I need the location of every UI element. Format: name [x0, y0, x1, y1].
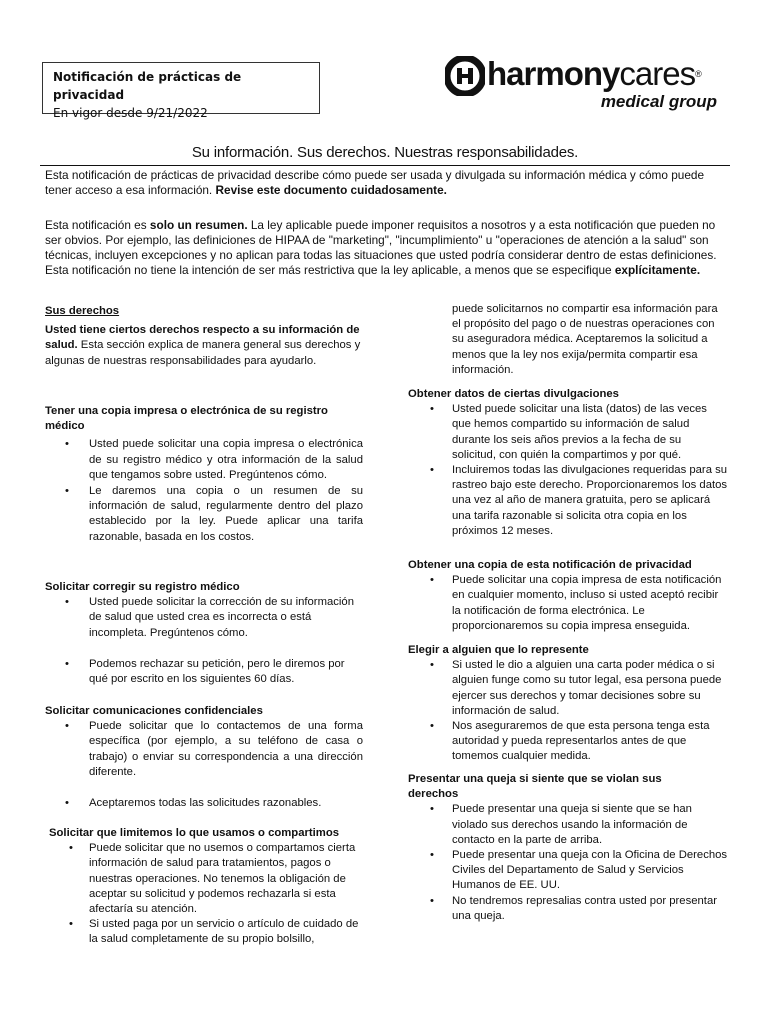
list-item: • Podemos rechazar su petición, pero le diremos por qué por escrito en los siguientes 60 días.	[45, 657, 363, 687]
complaint-heading: Presentar una queja si siente que se violan sus derechos	[408, 773, 662, 801]
intro-p1-bold: Revise este documento cuidadosamente.	[215, 183, 447, 197]
notice-copy-section	[408, 558, 728, 634]
effective-date: En vigor desde 9/21/2022	[53, 106, 208, 120]
disclosures-list	[408, 402, 728, 539]
intro-p2-b: La ley aplicable puede imponer requisitos a nosotros y a esta notificación que pueden no ser obvios. Por ejemplo, las definiciones de HIPAA de "marketing", "incumplimiento" u "operaciones de atención a la salud" son técnicas, incluyen excepciones y no aplican para todas las situaciones que usted podría considerar dentro de estas definiciones. Esta notificación no tiene la intención de ser más restrictiva que la ley aplicable, a menos que se especifique	[45, 218, 717, 277]
limit-heading: Solicitar que limitemos lo que usamos o compartimos	[49, 827, 340, 839]
rights-section	[45, 304, 363, 369]
intro-p2-a: Esta notificación es	[45, 218, 150, 232]
rights-intro	[45, 323, 363, 369]
logo-brand-bold: harmony	[487, 55, 620, 92]
harmonycares-logo	[445, 54, 725, 116]
list-item: • Usted puede solicitar la corrección de su información de salud que usted crea es incorrecta o está incompleta. Pregúntenos cómo.	[45, 595, 363, 641]
rights-text: Esta sección explica de manera general sus derechos y algunas de nuestras responsabilidades para ayudarlo.	[45, 339, 361, 367]
representative-heading: Elegir a alguien que lo represente	[408, 644, 589, 656]
copy-list	[45, 437, 363, 544]
rights-bold: Usted tiene ciertos derechos respecto a su información de salud.	[45, 324, 360, 352]
logo-trademark: ®	[695, 69, 701, 79]
disclosures-heading: Obtener datos de ciertas divulgaciones	[408, 388, 619, 400]
notice-header-box	[42, 62, 320, 120]
intro-p2-bold1: solo un resumen.	[149, 218, 248, 232]
representative-section	[408, 643, 728, 765]
list-item: • Nos aseguraremos de que esta persona tenga esta autoridad y pueda representarlos antes de que tomemos cualquier medida.	[408, 719, 728, 765]
list-item: • Le daremos una copia o un resumen de su información de salud, regularmente dentro del plazo establecido por la ley. Puede aplicar una tarifa razonable, basada en los costos.	[45, 484, 363, 545]
confidential-list	[45, 719, 363, 811]
notice-title: Notificación de prácticas de privacidad	[53, 70, 242, 102]
logo-wordmark	[487, 54, 701, 94]
list-item: • No tendremos represalias contra usted por presentar una queja.	[408, 894, 728, 924]
notice-copy-heading: Obtener una copia de esta notificación de privacidad	[408, 559, 692, 571]
logo-mark-icon	[445, 56, 485, 96]
limit-section	[49, 826, 365, 948]
disclosures-section	[408, 387, 728, 539]
list-item: • Puede presentar una queja con la Oficina de Derechos Civiles del Departamento de Salud y Servicios Humanos de EE. UU.	[408, 848, 728, 894]
list-item: • Puede solicitar una copia impresa de esta notificación en cualquier momento, incluso si usted aceptó recibir la notificación de forma electrónica. Le proporcionaremos su copia impresa enseguida.	[408, 573, 728, 634]
list-item: • Si usted paga por un servicio o artículo de cuidado de la salud completamente de su propio bolsillo,	[49, 917, 365, 947]
intro-paragraph-1	[45, 168, 725, 198]
representative-list	[408, 658, 728, 764]
intro-p1-text: Esta notificación de prácticas de privacidad describe cómo puede ser usada y divulgada su información médica y cómo puede tener acceso a esa información.	[45, 168, 705, 197]
copy-section	[45, 404, 363, 545]
confidential-heading: Solicitar comunicaciones confidenciales	[45, 705, 263, 717]
intro-p2-bold2: explícitamente.	[614, 263, 701, 277]
correct-heading: Solicitar corregir su registro médico	[45, 581, 240, 593]
list-item: • Si usted le dio a alguien una carta poder médica o si alguien funge como su tutor legal, esa persona puede ejercer sus derechos y tomar decisiones sobre su información de salud.	[408, 658, 728, 719]
logo-brand-light: cares	[619, 55, 696, 92]
correct-list	[45, 595, 363, 687]
list-item: • Usted puede solicitar una lista (datos) de las veces que hemos compartido su información de salud durante los seis años previos a la fecha de su solicitud, con quién la compartimos y por qué.	[408, 402, 728, 463]
list-item: • Aceptaremos todas las solicitudes razonables.	[45, 796, 363, 811]
complaint-section	[408, 772, 728, 924]
copy-heading: Tener una copia impresa o electrónica de su registro médico	[45, 405, 328, 433]
limit-continued: puede solicitarnos no compartir esa información para el propósito del pago o de nuestras operaciones con su aseguradora médica. Aceptaremos la solicitud a menos que la ley nos exija/permita compartir esa información.	[452, 303, 718, 376]
limit-list	[49, 841, 365, 947]
list-item: • Puede presentar una queja si siente que se han violado sus derechos usando la información de contacto en la parte de arriba.	[408, 802, 728, 848]
list-item: • Puede solicitar que no usemos o compartamos cierta información de salud para tratamientos, pagos o nuestras operaciones. No tenemos la obligación de aceptar su solicitud y podemos rechazarla si esta afectaría su atención.	[49, 841, 365, 917]
confidential-section	[45, 704, 363, 811]
list-item: • Incluiremos todas las divulgaciones requeridas para su rastreo bajo este derecho. Proporcionaremos los datos una vez al año de manera gratuita, pero se aplicará una tarifa razonable si solicita otra copia en los próximos 12 meses.	[408, 463, 728, 539]
list-item: • Puede solicitar que lo contactemos de una forma específica (por ejemplo, a su teléfono de casa o trabajo) o enviar su correspondencia a una dirección diferente.	[45, 719, 363, 780]
main-title: Su información. Sus derechos. Nuestras responsabilidades.	[191, 144, 579, 161]
notice-copy-list	[408, 573, 728, 634]
complaint-list	[408, 802, 728, 924]
list-item: • Usted puede solicitar una copia impresa o electrónica de su registro médico y otra información de la salud que tengamos sobre usted. Pregúntenos cómo.	[45, 437, 363, 483]
correct-section	[45, 580, 363, 687]
rights-heading: Sus derechos	[45, 305, 120, 317]
logo-subtitle: medical group	[600, 92, 717, 111]
intro-paragraph-2	[45, 218, 725, 278]
title-divider	[40, 165, 730, 166]
